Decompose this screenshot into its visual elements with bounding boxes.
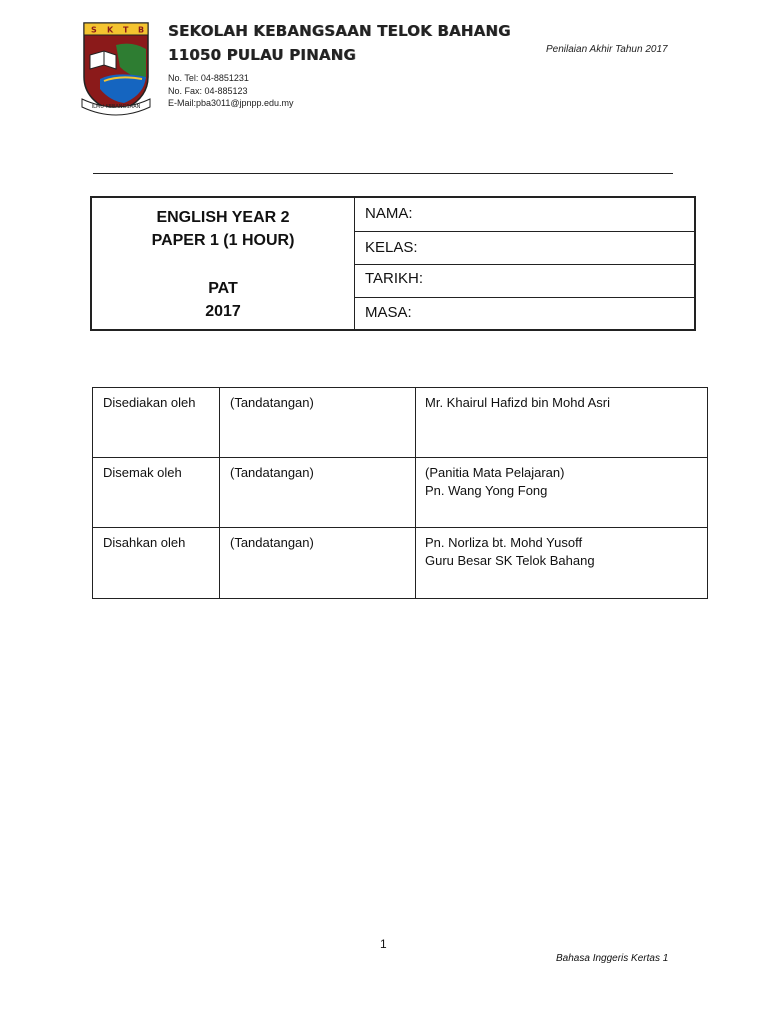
name-field[interactable]: [355, 198, 694, 232]
header-divider: [93, 173, 673, 174]
table-row: [93, 388, 707, 458]
time-field[interactable]: [355, 298, 694, 329]
name-line: Mr. Khairul Hafizd bin Mohd Asri: [425, 395, 610, 410]
footer-subject: Bahasa Inggeris Kertas 1: [556, 953, 669, 964]
paper-title: PAPER 1 (1 HOUR): [151, 232, 295, 249]
assessment-label: Penilaian Akhir Tahun 2017: [546, 44, 668, 55]
name-cell: [416, 388, 707, 457]
name-cell: [416, 458, 707, 527]
name-line: Pn. Wang Yong Fong: [425, 483, 548, 498]
signature-cell: (Tandatangan): [220, 388, 416, 457]
field-label: TARIKH:: [365, 270, 424, 287]
name-line: (Panitia Mata Pelajaran): [425, 465, 565, 480]
crest-letter: K: [107, 25, 114, 35]
signature-cell: (Tandatangan): [220, 458, 416, 527]
school-crest-icon: [80, 19, 152, 117]
name-line: Guru Besar SK Telok Bahang: [425, 553, 595, 568]
crest-letter: T: [123, 25, 129, 35]
field-label: KELAS:: [365, 239, 418, 256]
role-cell: Disahkan oleh: [93, 528, 220, 598]
contact-tel: No. Tel: 04-8851231: [168, 73, 249, 83]
date-field[interactable]: [355, 265, 694, 298]
crest-letter: B: [138, 25, 145, 35]
name-cell: [416, 528, 707, 598]
crest-ribbon-text: ILMU KEBANGSAAN: [91, 104, 141, 110]
role-cell: Disemak oleh: [93, 458, 220, 527]
school-name: SEKOLAH KEBANGSAAN TELOK BAHANG: [168, 22, 511, 40]
table-row: [93, 528, 707, 598]
name-line: Pn. Norliza bt. Mohd Yusoff: [425, 535, 583, 550]
school-address: 11050 PULAU PINANG: [168, 46, 356, 64]
signature-cell: (Tandatangan): [220, 528, 416, 598]
page-number: 1: [380, 937, 387, 951]
class-field[interactable]: [355, 232, 694, 265]
subject-block: [92, 198, 355, 329]
exam-info-table: [90, 196, 696, 331]
role-cell: Disediakan oleh: [93, 388, 220, 457]
subject-title: ENGLISH YEAR 2: [156, 209, 290, 226]
contact-fax: No. Fax: 04-885123: [168, 86, 248, 96]
table-row: [93, 458, 707, 528]
crest-letter: S: [91, 25, 97, 35]
exam-code: PAT: [208, 280, 238, 297]
signature-table: [92, 387, 708, 599]
contact-email: E-Mail:pba3011@jpnpp.edu.my: [168, 98, 294, 108]
field-label: MASA:: [365, 304, 412, 321]
exam-year: 2017: [205, 303, 241, 320]
field-label: NAMA:: [365, 205, 413, 222]
